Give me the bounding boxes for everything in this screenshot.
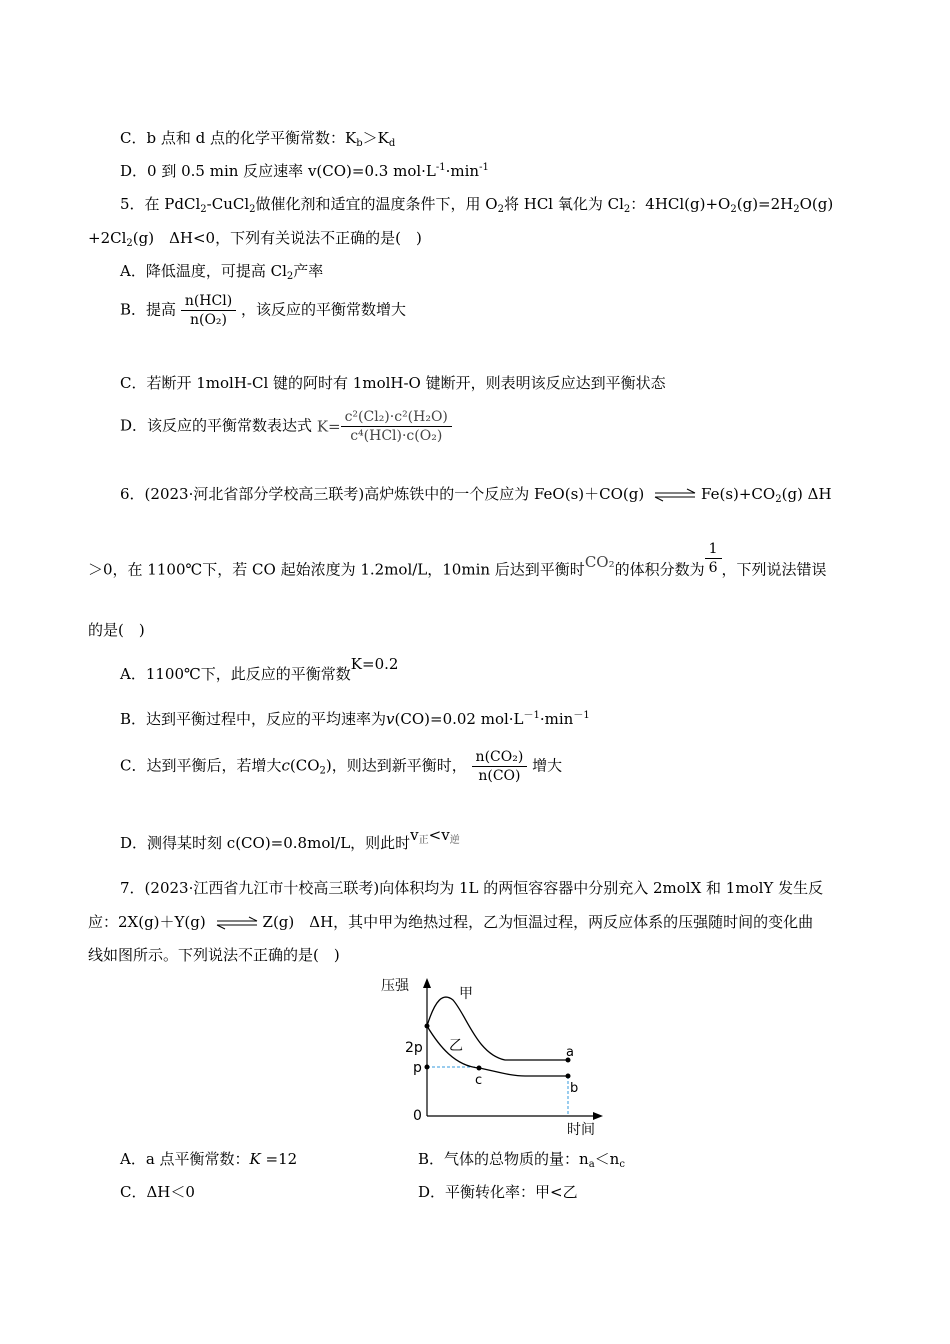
y-axis-arrow-icon — [423, 978, 431, 988]
q6-option-c: C．达到平衡后，若增大$c(CO_2)$，则达到新平衡时， $\frac{\text{n(CO₂)}}{n(CO)}$ 增大 — [120, 749, 563, 784]
p-point — [425, 1065, 430, 1070]
q6-option-a: A．1100℃下，此反应的平衡常数K=0.2 — [120, 655, 399, 683]
tick-2p: 2p — [405, 1040, 423, 1056]
equilibrium-arrow-icon — [653, 488, 697, 502]
x-axis-arrow-icon — [593, 1112, 603, 1120]
q6-stem-line3: 的是( ) — [88, 621, 145, 639]
q6-option-b: B．达到平衡过程中，反应的平均速率为v(CO)=0.02 $mol\cdot L^{-1}\cdot\min^{-1}$ — [120, 710, 590, 728]
q6-option-d: D．测得某时刻 c(CO)=0.8mol/L，则此时$v_正<v_逆$ — [120, 826, 460, 852]
q7-option-c: C．ΔH＜0 — [120, 1183, 195, 1201]
q7-stem-line2: 应：2X(g)＋Y(g) Z(g) ΔH，其中甲为绝热过程，乙为恒温过程，两反应体系的压强随时间的变化曲 — [88, 913, 814, 931]
q7-option-a: A．a 点平衡常数：K =12 — [120, 1150, 298, 1168]
q5-stem-line1: 5．在 PdCl$_2$-CuCl$_2$做催化剂和适宜的温度条件下，用 $O_2$将 HCl 氧化为 $Cl_2$：$4HCl(g)+O_2(g)=2H_2O(g)$ — [120, 195, 834, 215]
q7-option-d: D．平衡转化率：甲<乙 — [418, 1183, 578, 1201]
q5-option-d: D．该反应的平衡常数表达式 K= $\frac{\text{c²(Cl₂)·c²(H₂O)}}{\text{c⁴(HCl)·c(O₂)}}$ — [120, 408, 452, 445]
origin-label: 0 — [413, 1108, 422, 1124]
q7-stem-line1: 7．(2023·江西省九江市十校高三联考)向体积均为 1L 的两恒容容器中分别充入 2molX 和 1molY 发生反 — [120, 879, 824, 897]
curve-yi-label: 乙 — [449, 1038, 463, 1054]
point-a-label: a — [566, 1045, 574, 1060]
point-b-dot — [566, 1074, 571, 1079]
q7-stem-line3: 线如图所示。下列说法不正确的是( ) — [88, 946, 340, 964]
point-c-label: c — [475, 1073, 483, 1088]
y-axis-label: 压强 — [381, 978, 409, 994]
x-axis-label: 时间 — [567, 1122, 595, 1138]
q4-option-c: C．b 点和 d 点的化学平衡常数：$K_b>K_d$ — [120, 129, 396, 149]
q5-option-b-fraction: $\frac{\text{n(HCl)}}{\text{n(O₂)}}$ — [181, 292, 236, 329]
q5-option-c: C．若断开 1molH-Cl 键的阿时有 1molH-O 键断开，则表明该反应达到平衡状态 — [120, 374, 666, 392]
q7-option-b: B．气体的总物质的量：$n_a<n_c$ — [418, 1150, 625, 1170]
tick-p: p — [413, 1060, 422, 1076]
point-b-label: b — [570, 1081, 579, 1096]
q5-option-d-fraction: $\frac{\text{c²(Cl₂)·c²(H₂O)}}{\text{c⁴(HCl)·c(O₂)}}$ — [341, 408, 452, 445]
equilibrium-arrow-icon — [215, 916, 259, 930]
pressure-time-graph — [375, 970, 635, 1138]
q5-option-a: A．降低温度，可提高 $Cl_2$产率 — [120, 262, 324, 282]
q5-stem-line2: $+2Cl_2(g)$ ΔH<0，下列有关说法不正确的是( ) — [88, 229, 422, 249]
point-c-dot — [477, 1066, 482, 1071]
q4-option-d: D．0 到 0.5 min 反应速率 v(CO)=0.3 $mol\cdot L^{-1}\cdot\min^{-1}$ — [120, 162, 489, 180]
q6-stem-line2: ＞0，在 1100℃下，若 CO 起始浓度为 1.2mol/L，10min 后达到平衡时CO₂的体积分数为 $\frac{1}{6}$ ，下列说法错误 — [88, 541, 827, 579]
q5-option-b: B．提高 $\frac{\text{n(HCl)}}{\text{n(O₂)}}$ ，该反应的平衡常数增大 — [120, 293, 406, 328]
q6-option-c-fraction: $\frac{\text{n(CO₂)}}{n(CO)}$ — [472, 748, 528, 785]
q6-fraction-one-sixth: $\frac{1}{6}$ — [705, 540, 722, 577]
q6-stem-line1: 6．(2023·河北省部分学校高三联考)高炉炼铁中的一个反应为 FeO(s)＋CO(g) $Fe(s)+CO_2(g)$ ΔH — [120, 485, 832, 505]
start-point — [425, 1024, 430, 1029]
curve-jia-label: 甲 — [459, 986, 473, 1002]
